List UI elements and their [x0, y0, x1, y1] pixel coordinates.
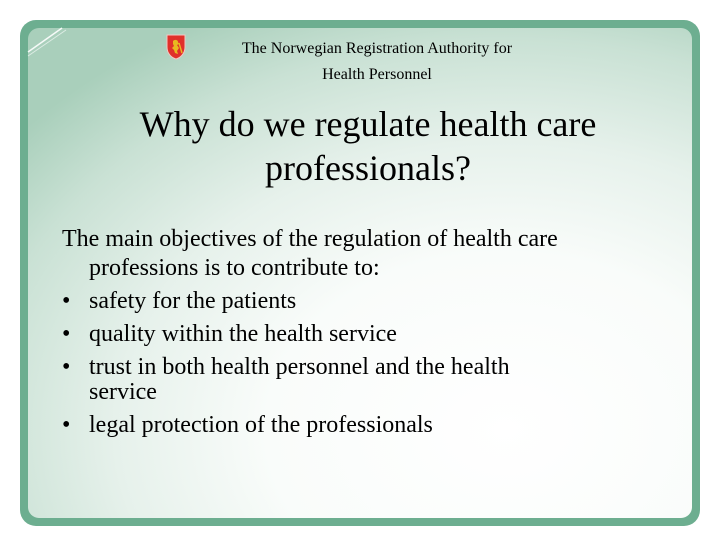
intro-line-1: The main objectives of the regulation of health care	[62, 226, 558, 252]
intro-paragraph	[62, 224, 682, 284]
intro-line-2: professions is to contribute to:	[89, 255, 380, 281]
bullet-item-legal-protection	[62, 410, 682, 441]
bullet-item-trust	[62, 352, 682, 408]
header-line-2: Health Personnel	[322, 66, 432, 83]
bullet-text: quality within the health service	[89, 321, 397, 347]
bullet-item-quality	[62, 319, 682, 350]
bullet-dot-icon: •	[62, 412, 71, 438]
bullet-dot-icon: •	[62, 288, 71, 314]
bullet-dot-icon: •	[62, 321, 71, 347]
header-line-1: The Norwegian Registration Authority for	[241, 40, 513, 57]
slide-title	[60, 102, 676, 190]
corner-shine-decoration	[28, 28, 88, 68]
slide-body	[62, 224, 682, 441]
organization-header	[190, 36, 564, 88]
bullet-text: safety for the patients	[89, 288, 297, 314]
bullet-text-continued: service	[89, 379, 157, 405]
bullet-text: trust in both health personnel and the health	[89, 354, 510, 380]
bullet-item-safety	[62, 286, 682, 317]
bullet-dot-icon: •	[62, 354, 71, 380]
norwegian-coat-of-arms-icon	[166, 34, 186, 60]
title-line-1: Why do we regulate health care	[139, 104, 597, 144]
bullet-text: legal protection of the professionals	[89, 412, 433, 438]
title-line-2: professionals?	[265, 148, 471, 188]
